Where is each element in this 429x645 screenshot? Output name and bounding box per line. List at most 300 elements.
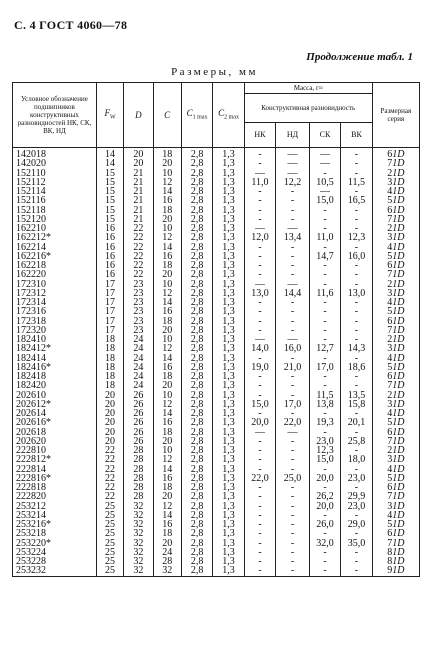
d-cell: 21 bbox=[124, 187, 153, 196]
sk-cell: 15,0 bbox=[309, 455, 340, 464]
series-code: 1D bbox=[392, 501, 405, 511]
c1-cell: 2,8 bbox=[181, 465, 212, 474]
designation-cell: 222812* bbox=[13, 455, 97, 464]
table-row bbox=[13, 187, 420, 196]
sk-header: СК bbox=[309, 123, 340, 148]
fw-cell: 16 bbox=[96, 243, 123, 252]
nd-cell: 12,2 bbox=[276, 178, 310, 187]
series-code: 1D bbox=[392, 196, 405, 206]
nk-cell: 13,0 bbox=[244, 289, 275, 298]
nd-header: НД bbox=[276, 123, 310, 148]
c1-cell: 2,8 bbox=[181, 372, 212, 381]
c-cell: 18 bbox=[153, 206, 181, 215]
d-cell: 26 bbox=[124, 418, 153, 427]
table-row bbox=[13, 428, 420, 437]
c2-cell: 1,3 bbox=[213, 159, 244, 168]
vk-cell: - bbox=[341, 465, 372, 474]
d-cell: 32 bbox=[124, 520, 153, 529]
nk-cell: - bbox=[244, 548, 275, 557]
designation-cell: 222816* bbox=[13, 474, 97, 483]
series-number: 5 bbox=[387, 418, 393, 428]
vk-cell: - bbox=[341, 354, 372, 363]
sk-cell: - bbox=[309, 280, 340, 289]
series-number: 7 bbox=[387, 538, 393, 548]
c2-cell: 1,3 bbox=[213, 502, 244, 511]
table-row bbox=[13, 474, 420, 483]
fw-cell: 22 bbox=[96, 483, 123, 492]
series-number: 3 bbox=[387, 399, 393, 410]
vk-cell: - bbox=[341, 298, 372, 307]
d-symbol: D bbox=[135, 109, 142, 120]
nd-cell: — bbox=[276, 280, 310, 289]
series-number: 5 bbox=[387, 307, 393, 317]
sk-cell: 26,2 bbox=[309, 492, 340, 501]
fw-cell: 15 bbox=[96, 206, 123, 215]
table-row bbox=[13, 520, 420, 529]
c1-cell: 2,8 bbox=[181, 335, 212, 344]
d-cell: 22 bbox=[124, 224, 153, 233]
series-code: 1D bbox=[392, 455, 405, 465]
nd-cell: - bbox=[276, 548, 310, 557]
series-code: 1D bbox=[392, 270, 405, 280]
fw-cell: 22 bbox=[96, 492, 123, 501]
sk-cell: 20,0 bbox=[309, 502, 340, 511]
designation-cell: 222820 bbox=[13, 492, 97, 501]
nd-cell: - bbox=[276, 307, 310, 316]
c2-cell: 1,3 bbox=[213, 474, 244, 483]
series-cell bbox=[372, 391, 419, 400]
table-row bbox=[13, 224, 420, 233]
designation-cell: 152110 bbox=[13, 169, 97, 178]
sk-cell: 13,8 bbox=[309, 400, 340, 409]
series-code: 1D bbox=[392, 205, 405, 215]
designation-cell: 222810 bbox=[13, 446, 97, 455]
c-cell: 10 bbox=[153, 335, 181, 344]
series-cell bbox=[372, 511, 419, 520]
d-cell: 21 bbox=[124, 169, 153, 178]
designation-cell: 162216* bbox=[13, 252, 97, 261]
c1-cell: 2,8 bbox=[181, 159, 212, 168]
c2-cell: 1,3 bbox=[213, 465, 244, 474]
c1-cell: 2,8 bbox=[181, 557, 212, 566]
d-cell: 32 bbox=[124, 502, 153, 511]
nd-cell: - bbox=[276, 465, 310, 474]
series-cell bbox=[372, 169, 419, 178]
series-code: 1D bbox=[392, 418, 405, 428]
sk-cell: 11,0 bbox=[309, 233, 340, 242]
table-row bbox=[13, 159, 420, 168]
c-cell: 16 bbox=[153, 520, 181, 529]
fw-cell: 15 bbox=[96, 187, 123, 196]
nd-cell: - bbox=[276, 215, 310, 224]
designation-cell: 162220 bbox=[13, 270, 97, 279]
c1-cell: 2,8 bbox=[181, 280, 212, 289]
table-row bbox=[13, 557, 420, 566]
series-cell bbox=[372, 381, 419, 390]
table-row bbox=[13, 280, 420, 289]
designation-cell: 202616* bbox=[13, 418, 97, 427]
series-cell bbox=[372, 465, 419, 474]
fw-subscript: W bbox=[109, 114, 116, 121]
c2-cell: 1,3 bbox=[213, 215, 244, 224]
sk-cell: 12,7 bbox=[309, 344, 340, 353]
c2-symbol: C bbox=[218, 108, 225, 119]
fw-cell: 18 bbox=[96, 354, 123, 363]
series-number: 6 bbox=[387, 149, 393, 160]
table-row bbox=[13, 298, 420, 307]
vk-cell: - bbox=[341, 243, 372, 252]
c2-cell: 1,3 bbox=[213, 178, 244, 187]
designation-cell: 202612* bbox=[13, 400, 97, 409]
c-cell: 12 bbox=[153, 178, 181, 187]
nd-cell: - bbox=[276, 557, 310, 566]
c1-cell: 2,8 bbox=[181, 261, 212, 270]
nd-cell: — bbox=[276, 169, 310, 178]
series-code: 1D bbox=[392, 483, 405, 493]
c-cell: 20 bbox=[153, 381, 181, 390]
c2-cell: 1,3 bbox=[213, 381, 244, 390]
c1-cell: 2,8 bbox=[181, 474, 212, 483]
sk-cell: 12,3 bbox=[309, 446, 340, 455]
sk-cell: - bbox=[309, 326, 340, 335]
c-cell: 16 bbox=[153, 196, 181, 205]
fw-cell: 18 bbox=[96, 335, 123, 344]
c2-cell: 1,3 bbox=[213, 529, 244, 538]
c1-cell: 2,8 bbox=[181, 326, 212, 335]
nk-cell: — bbox=[244, 224, 275, 233]
d-cell: 24 bbox=[124, 372, 153, 381]
page-header: С. 4 ГОСТ 4060—78 bbox=[14, 18, 128, 32]
series-number: 4 bbox=[387, 242, 393, 252]
fw-cell: 15 bbox=[96, 169, 123, 178]
vk-cell: 18,6 bbox=[341, 363, 372, 372]
c-cell: 16 bbox=[153, 307, 181, 316]
vk-cell: 23,0 bbox=[341, 474, 372, 483]
sk-cell: - bbox=[309, 307, 340, 316]
sk-cell: 10,5 bbox=[309, 178, 340, 187]
designation-cell: 253212 bbox=[13, 502, 97, 511]
table-row bbox=[13, 344, 420, 353]
series-code: 1D bbox=[392, 510, 405, 521]
d-cell: 26 bbox=[124, 391, 153, 400]
designation-cell: 172310 bbox=[13, 280, 97, 289]
c-cell: 20 bbox=[153, 270, 181, 279]
c-cell: 12 bbox=[153, 289, 181, 298]
vk-cell: - bbox=[341, 206, 372, 215]
sk-cell: - bbox=[309, 557, 340, 566]
nd-cell: 17,0 bbox=[276, 400, 310, 409]
series-cell bbox=[372, 455, 419, 464]
series-number: 6 bbox=[387, 316, 393, 326]
table-row bbox=[13, 437, 420, 446]
designation-cell: 253220* bbox=[13, 539, 97, 548]
designation-header: Условное обозначение подшипников конструктивных разновидностей НК, СК, ВК, НД bbox=[13, 83, 97, 148]
nd-cell: 22,0 bbox=[276, 418, 310, 427]
vk-cell: 25,8 bbox=[341, 437, 372, 446]
series-code: 1D bbox=[392, 242, 405, 252]
d-cell: 32 bbox=[124, 511, 153, 520]
nd-cell: 25,0 bbox=[276, 474, 310, 483]
designation-cell: 152116 bbox=[13, 196, 97, 205]
fw-cell: 25 bbox=[96, 529, 123, 538]
series-cell bbox=[372, 224, 419, 233]
fw-cell: 16 bbox=[96, 261, 123, 270]
c2-cell: 1,3 bbox=[213, 233, 244, 242]
series-number: 3 bbox=[387, 177, 393, 188]
series-cell bbox=[372, 289, 419, 298]
series-code: 1D bbox=[392, 159, 405, 169]
series-number: 8 bbox=[387, 547, 393, 558]
nk-cell: — bbox=[244, 335, 275, 344]
c-cell: 12 bbox=[153, 344, 181, 353]
d-cell: 28 bbox=[124, 446, 153, 455]
c-cell: 14 bbox=[153, 465, 181, 474]
c-cell: 14 bbox=[153, 354, 181, 363]
nd-cell: - bbox=[276, 437, 310, 446]
nd-cell: 21,0 bbox=[276, 363, 310, 372]
fw-cell: 25 bbox=[96, 548, 123, 557]
sk-cell: - bbox=[309, 206, 340, 215]
designation-cell: 172314 bbox=[13, 298, 97, 307]
c1-cell: 2,8 bbox=[181, 187, 212, 196]
d-cell: 24 bbox=[124, 363, 153, 372]
designation-cell: 182418 bbox=[13, 372, 97, 381]
nd-cell: — bbox=[276, 224, 310, 233]
series-cell bbox=[372, 418, 419, 427]
fw-header bbox=[96, 83, 123, 148]
series-code: 1D bbox=[392, 261, 405, 271]
series-cell bbox=[372, 428, 419, 437]
fw-cell: 25 bbox=[96, 557, 123, 566]
table-row bbox=[13, 529, 420, 538]
series-code: 1D bbox=[392, 233, 405, 243]
nk-cell: - bbox=[244, 483, 275, 492]
nk-cell: - bbox=[244, 520, 275, 529]
series-number: 5 bbox=[387, 196, 393, 206]
series-code: 1D bbox=[392, 279, 405, 289]
series-cell bbox=[372, 252, 419, 261]
c2-cell: 1,3 bbox=[213, 280, 244, 289]
table-row bbox=[13, 317, 420, 326]
sk-cell: - bbox=[309, 483, 340, 492]
sk-cell: — bbox=[309, 148, 340, 160]
sk-cell: - bbox=[309, 409, 340, 418]
nd-cell: - bbox=[276, 391, 310, 400]
series-number: 6 bbox=[387, 205, 393, 215]
sk-cell: 15,0 bbox=[309, 196, 340, 205]
nd-cell: - bbox=[276, 492, 310, 501]
sk-cell: - bbox=[309, 354, 340, 363]
c1-cell: 2,8 bbox=[181, 455, 212, 464]
series-cell bbox=[372, 409, 419, 418]
designation-cell: 253218 bbox=[13, 529, 97, 538]
series-code: 1D bbox=[392, 316, 405, 326]
series-number: 6 bbox=[387, 483, 393, 493]
designation-cell: 182414 bbox=[13, 354, 97, 363]
series-code: 1D bbox=[392, 362, 405, 373]
c1-cell: 2,8 bbox=[181, 381, 212, 390]
c1-cell: 2,8 bbox=[181, 289, 212, 298]
series-number: 4 bbox=[387, 298, 393, 308]
nd-cell: - bbox=[276, 511, 310, 520]
c-cell: 12 bbox=[153, 502, 181, 511]
c2-cell: 1,3 bbox=[213, 557, 244, 566]
vk-cell: - bbox=[341, 335, 372, 344]
c2-cell: 1,3 bbox=[213, 520, 244, 529]
sk-cell: - bbox=[309, 566, 340, 576]
d-cell: 28 bbox=[124, 492, 153, 501]
designation-cell: 253214 bbox=[13, 511, 97, 520]
fw-cell: 25 bbox=[96, 520, 123, 529]
sk-cell: - bbox=[309, 243, 340, 252]
designation-cell: 162218 bbox=[13, 261, 97, 270]
vk-cell: - bbox=[341, 483, 372, 492]
sk-cell: - bbox=[309, 372, 340, 381]
nk-cell: 20,0 bbox=[244, 418, 275, 427]
series-number: 4 bbox=[387, 187, 393, 197]
c2-cell: 1,3 bbox=[213, 418, 244, 427]
vk-cell: - bbox=[341, 317, 372, 326]
series-cell bbox=[372, 566, 419, 576]
series-number: 4 bbox=[387, 464, 393, 474]
c-cell: 14 bbox=[153, 187, 181, 196]
table-row bbox=[13, 511, 420, 520]
designation-cell: 202610 bbox=[13, 391, 97, 400]
c-cell: 20 bbox=[153, 159, 181, 168]
series-code: 1D bbox=[392, 353, 405, 363]
c-cell: 18 bbox=[153, 261, 181, 270]
nk-cell: 19,0 bbox=[244, 363, 275, 372]
sk-cell: - bbox=[309, 428, 340, 437]
c2-cell: 1,3 bbox=[213, 437, 244, 446]
nd-cell: - bbox=[276, 243, 310, 252]
c2-cell: 1,3 bbox=[213, 492, 244, 501]
nd-cell: - bbox=[276, 252, 310, 261]
series-code: 1D bbox=[392, 251, 405, 262]
c1-cell: 2,8 bbox=[181, 502, 212, 511]
nd-cell: - bbox=[276, 502, 310, 511]
nk-cell: - bbox=[244, 326, 275, 335]
table-row bbox=[13, 363, 420, 372]
series-code: 1D bbox=[392, 335, 405, 345]
vk-cell: - bbox=[341, 557, 372, 566]
c-cell: 16 bbox=[153, 252, 181, 261]
nd-cell: 14,4 bbox=[276, 289, 310, 298]
d-cell: 24 bbox=[124, 354, 153, 363]
series-cell bbox=[372, 298, 419, 307]
c1-cell: 2,8 bbox=[181, 344, 212, 353]
table-row bbox=[13, 178, 420, 187]
series-number: 6 bbox=[387, 427, 393, 437]
nd-cell: - bbox=[276, 372, 310, 381]
d-header bbox=[124, 83, 153, 148]
fw-cell: 15 bbox=[96, 178, 123, 187]
table-row bbox=[13, 289, 420, 298]
nk-cell: - bbox=[244, 307, 275, 316]
c1-cell: 2,8 bbox=[181, 418, 212, 427]
vk-cell: - bbox=[341, 511, 372, 520]
c-cell: 14 bbox=[153, 409, 181, 418]
d-cell: 22 bbox=[124, 270, 153, 279]
nk-cell: - bbox=[244, 215, 275, 224]
vk-cell: - bbox=[341, 566, 372, 576]
c2-cell: 1,3 bbox=[213, 270, 244, 279]
nk-cell: 22,0 bbox=[244, 474, 275, 483]
nk-cell: - bbox=[244, 446, 275, 455]
fw-cell: 17 bbox=[96, 317, 123, 326]
series-number: 2 bbox=[387, 279, 393, 289]
fw-cell: 15 bbox=[96, 196, 123, 205]
series-code: 1D bbox=[392, 149, 405, 160]
series-number: 7 bbox=[387, 159, 393, 169]
vk-cell: - bbox=[341, 215, 372, 224]
c-cell: 16 bbox=[153, 418, 181, 427]
vk-cell: - bbox=[341, 326, 372, 335]
table-continuation-label: Продолжение табл. 1 bbox=[306, 51, 413, 63]
series-number: 8 bbox=[387, 557, 393, 567]
nd-cell: - bbox=[276, 455, 310, 464]
series-code: 1D bbox=[392, 298, 405, 308]
c2-cell: 1,3 bbox=[213, 148, 244, 160]
nd-cell: - bbox=[276, 270, 310, 279]
c-cell: 10 bbox=[153, 280, 181, 289]
d-cell: 23 bbox=[124, 298, 153, 307]
fw-cell: 22 bbox=[96, 455, 123, 464]
sk-cell: 17,0 bbox=[309, 363, 340, 372]
c-cell: 18 bbox=[153, 148, 181, 160]
sk-cell: - bbox=[309, 381, 340, 390]
sk-cell: 19,3 bbox=[309, 418, 340, 427]
nd-cell: — bbox=[276, 335, 310, 344]
c1-cell: 2,8 bbox=[181, 511, 212, 520]
d-cell: 21 bbox=[124, 178, 153, 187]
series-cell bbox=[372, 148, 419, 160]
series-cell bbox=[372, 307, 419, 316]
c-cell: 10 bbox=[153, 169, 181, 178]
series-code: 1D bbox=[392, 214, 405, 225]
vk-cell: - bbox=[341, 280, 372, 289]
c1-cell: 2,8 bbox=[181, 270, 212, 279]
d-cell: 28 bbox=[124, 483, 153, 492]
c2-cell: 1,3 bbox=[213, 206, 244, 215]
c-cell: 18 bbox=[153, 317, 181, 326]
series-cell bbox=[372, 539, 419, 548]
series-number: 4 bbox=[387, 409, 393, 419]
series-cell bbox=[372, 344, 419, 353]
nd-cell: - bbox=[276, 206, 310, 215]
d-cell: 23 bbox=[124, 289, 153, 298]
d-cell: 32 bbox=[124, 557, 153, 566]
fw-cell: 17 bbox=[96, 326, 123, 335]
fw-cell: 16 bbox=[96, 224, 123, 233]
table-row bbox=[13, 206, 420, 215]
sk-cell: 23,0 bbox=[309, 437, 340, 446]
series-code: 1D bbox=[392, 473, 405, 484]
c1-cell: 2,8 bbox=[181, 428, 212, 437]
d-cell: 28 bbox=[124, 474, 153, 483]
c2-cell: 1,3 bbox=[213, 335, 244, 344]
sk-cell: - bbox=[309, 511, 340, 520]
designation-cell: 222818 bbox=[13, 483, 97, 492]
series-code: 1D bbox=[392, 538, 405, 548]
fw-cell: 16 bbox=[96, 270, 123, 279]
fw-cell: 18 bbox=[96, 344, 123, 353]
c-cell: 14 bbox=[153, 298, 181, 307]
vk-cell: 35,0 bbox=[341, 539, 372, 548]
series-number: 6 bbox=[387, 372, 393, 382]
d-cell: 22 bbox=[124, 243, 153, 252]
series-number: 5 bbox=[387, 251, 393, 262]
